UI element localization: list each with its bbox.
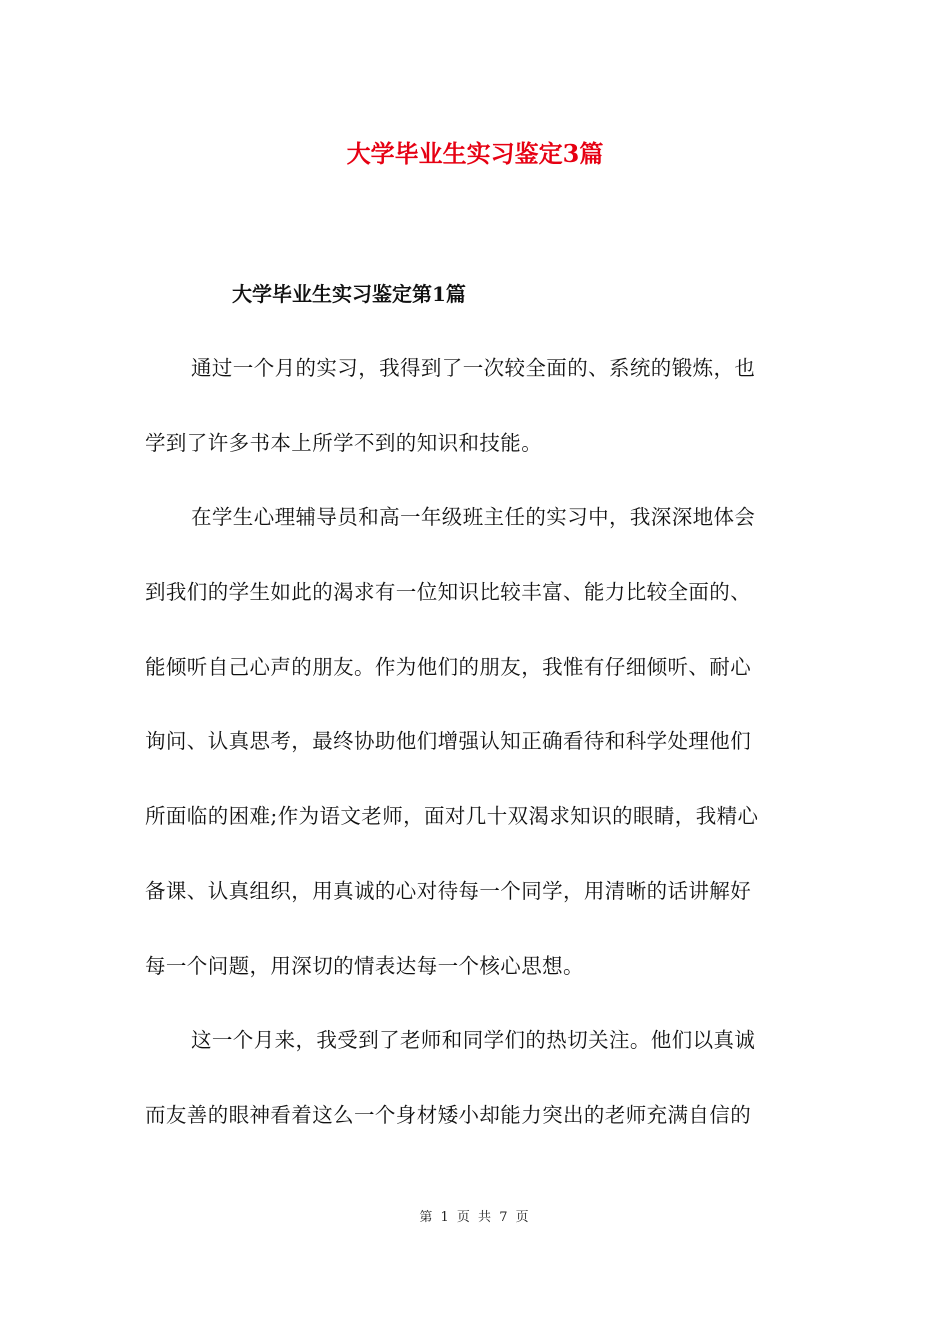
paragraph-line: 通过一个月的实习，我得到了一次较全面的、系统的锻炼，也 <box>191 356 756 380</box>
paragraph-1 <box>145 350 810 499</box>
document-body <box>145 350 810 1172</box>
paragraph-2 <box>145 499 810 1022</box>
paragraph-line: 而友善的眼神看着这么一个身材矮小却能力突出的老师充满自信的 <box>145 1102 752 1127</box>
paragraph-line: 在学生心理辅导员和高一年级班主任的实习中，我深深地体会 <box>191 505 756 530</box>
paragraph-line: 到我们的学生如此的渴求有一位知识比较丰富、能力比较全面的、 <box>145 580 752 605</box>
paragraph-line: 能倾听自己心声的朋友。作为他们的朋友，我惟有仔细倾听、耐心 <box>145 654 752 679</box>
document-title: 大学毕业生实习鉴定3篇 <box>346 139 604 168</box>
paragraph-line: 学到了许多书本上所学不到的知识和技能。 <box>145 430 543 455</box>
paragraph-line: 备课、认真组织，用真诚的心对待每一个同学，用清晰的话讲解好 <box>145 878 752 903</box>
section-heading: 大学毕业生实习鉴定第1篇 <box>232 282 466 306</box>
paragraph-line: 询问、认真思考，最终协助他们增强认知正确看待和科学处理他们 <box>145 729 752 754</box>
paragraph-line: 所面临的困难;作为语文老师，面对几十双渴求知识的眼睛，我精心 <box>145 804 759 829</box>
page-number-footer: 第 1 页 共 7 页 <box>419 1210 531 1225</box>
paragraph-line: 每一个问题，用深切的情表达每一个核心思想。 <box>145 953 584 978</box>
paragraph-line: 这一个月来，我受到了老师和同学们的热切关注。他们以真诚 <box>191 1028 756 1053</box>
paragraph-3 <box>145 1022 810 1171</box>
